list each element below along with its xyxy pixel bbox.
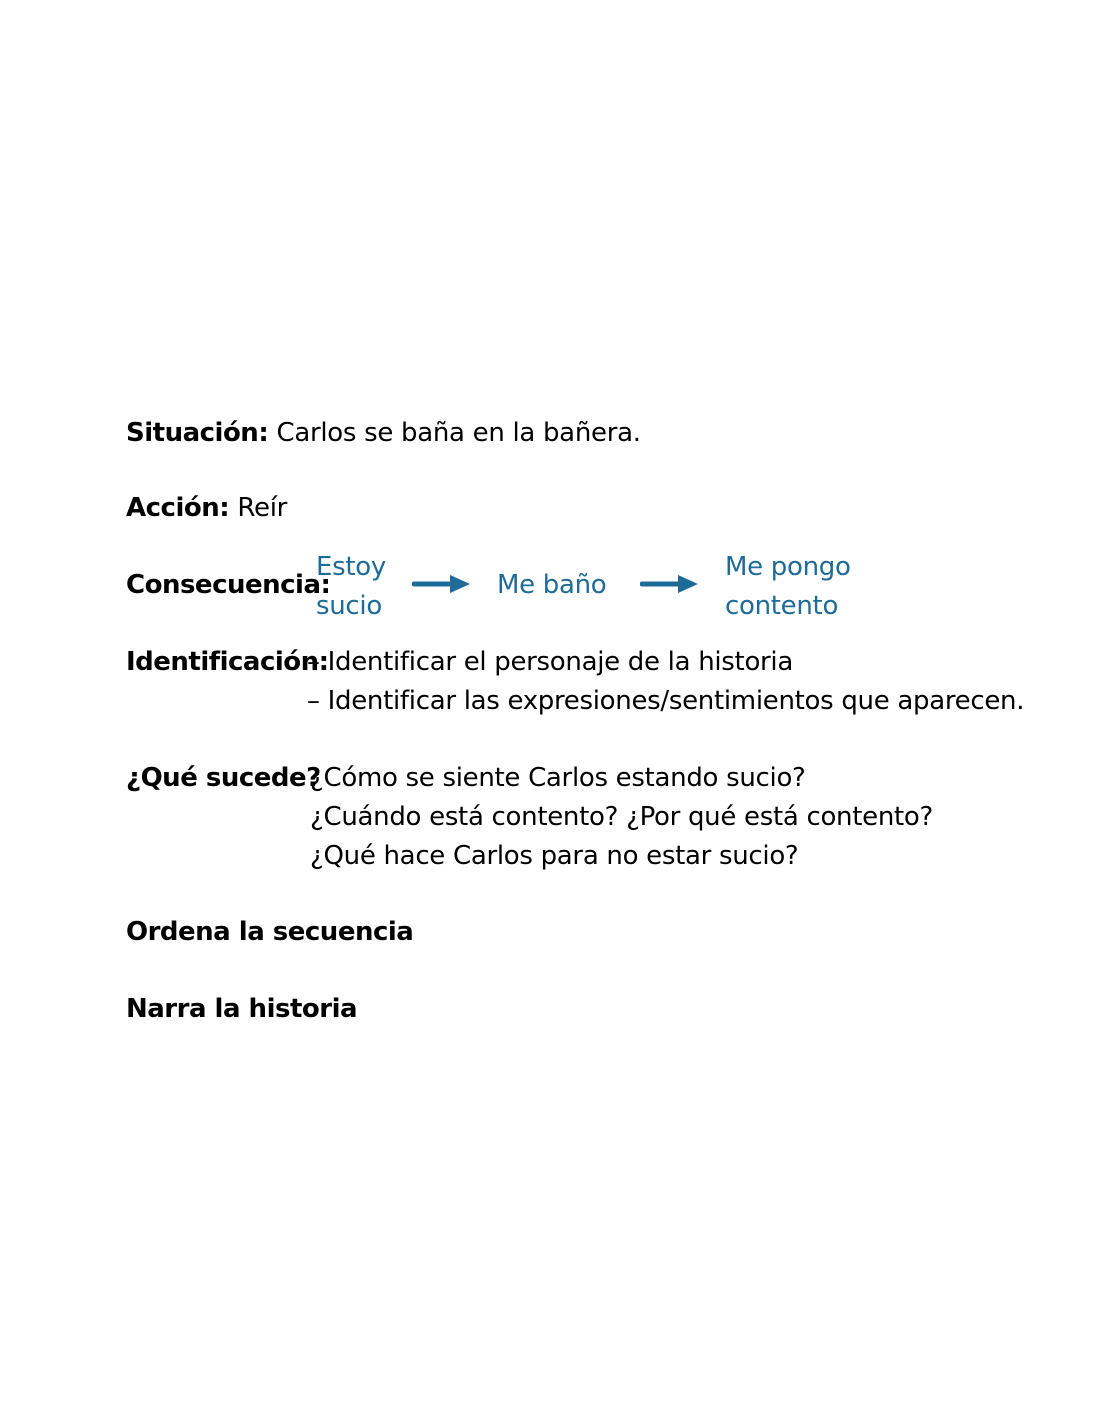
question-item: ¿Cómo se siente Carlos estando sucio? xyxy=(310,763,806,793)
situacion-label: Situación: xyxy=(126,418,269,448)
narra-heading xyxy=(126,990,357,1028)
narra-label: Narra la historia xyxy=(126,994,358,1024)
ordena-heading xyxy=(126,913,413,951)
list-item: – Identificar las expresiones/sentimientos que aparecen. xyxy=(307,686,1025,716)
question-item: ¿Cuándo está contento? ¿Por qué está contento? xyxy=(310,802,934,832)
list-item: – Identificar el personaje de la historia xyxy=(307,647,793,677)
identificacion-list xyxy=(307,643,1024,721)
sequence-step-3 xyxy=(725,548,851,626)
que-sucede-label-text: ¿Qué sucede? xyxy=(126,763,321,793)
situacion-text: Carlos se baña en la bañera. xyxy=(276,418,641,448)
situacion-row xyxy=(126,414,641,452)
sequence-step-1-line-1: Estoy xyxy=(316,552,386,582)
sequence-step-3-line-2: contento xyxy=(725,591,839,621)
que-sucede-label xyxy=(126,759,321,797)
accion-label: Acción: xyxy=(126,493,230,523)
sequence-step-1-line-2: sucio xyxy=(316,591,382,621)
consecuencia-label xyxy=(126,566,330,604)
question-item: ¿Qué hace Carlos para no estar sucio? xyxy=(310,841,799,871)
que-sucede-questions xyxy=(310,759,933,876)
identificacion-label-text: Identificación: xyxy=(126,647,329,677)
sequence-step-2 xyxy=(497,566,606,605)
identificacion-label xyxy=(126,643,329,681)
sequence-step-3-line-1: Me pongo xyxy=(725,552,851,582)
sequence-step-2-line-1: Me baño xyxy=(497,570,607,600)
accion-row xyxy=(126,489,287,527)
right-arrow-icon xyxy=(640,573,700,595)
ordena-label: Ordena la secuencia xyxy=(126,917,414,947)
sequence-step-1 xyxy=(316,548,386,626)
right-arrow-icon xyxy=(412,573,472,595)
consecuencia-label-text: Consecuencia: xyxy=(126,570,331,600)
accion-text: Reír xyxy=(237,493,288,523)
